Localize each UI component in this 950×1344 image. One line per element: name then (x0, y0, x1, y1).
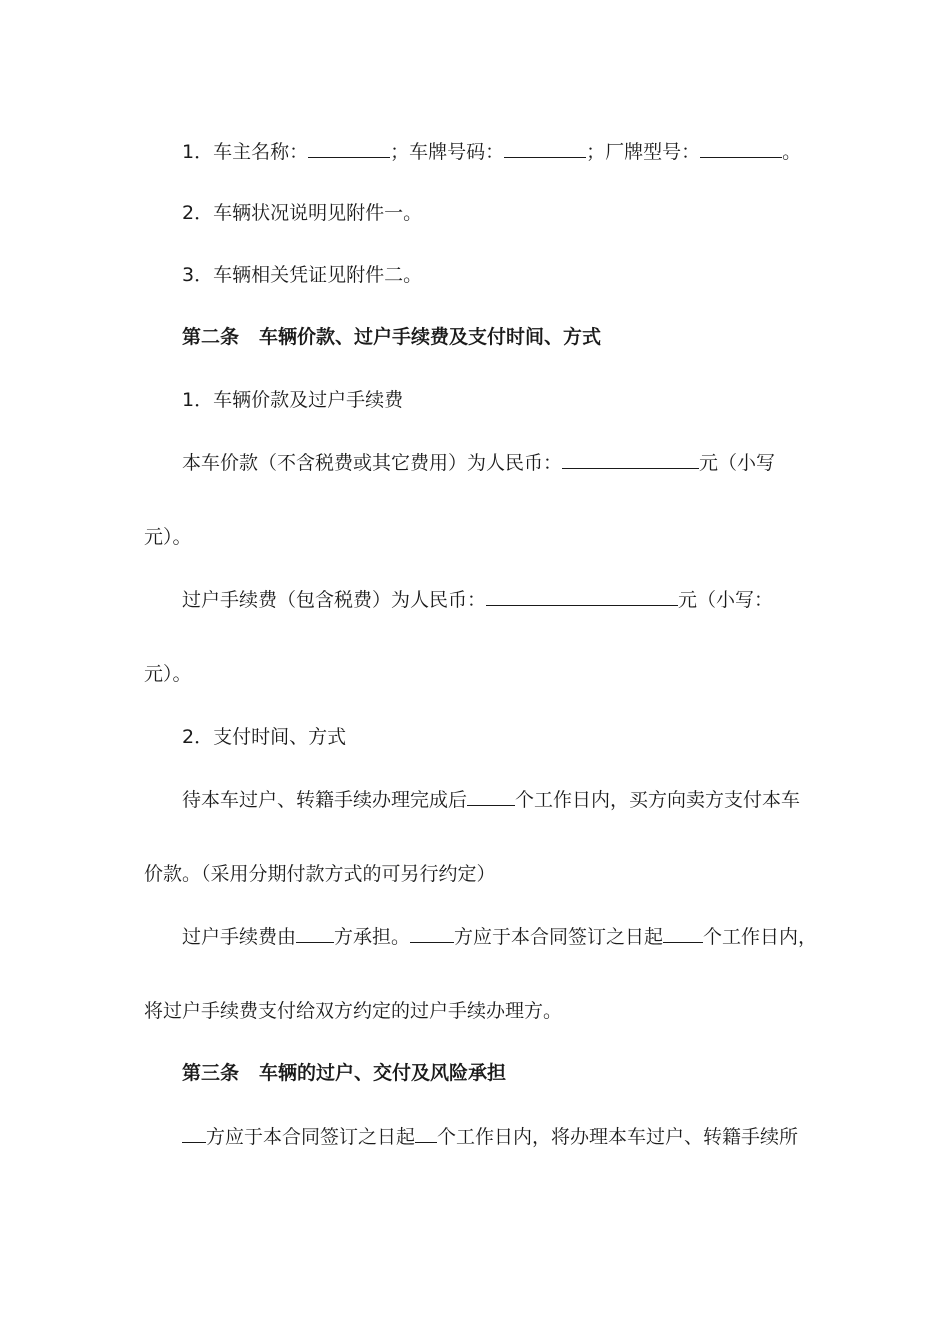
transfer-days-blank (415, 1124, 437, 1143)
payment-terms-continuation: 价款。（采用分期付款方式的可另行约定） (144, 863, 496, 885)
model-label: ；厂牌型号： (586, 141, 701, 163)
vehicle-price-unit: 元（小写 (699, 452, 776, 474)
vehicle-price-continuation: 元）。 (144, 526, 192, 548)
transfer-delivery-line (182, 1124, 798, 1149)
fee-responsibility-continuation: 将过户手续费支付给双方约定的过户手续办理方。 (144, 1000, 563, 1022)
plate-number-label: ；车牌号码： (390, 141, 505, 163)
article-2-number: 第二条 (182, 326, 240, 348)
article-3-heading (182, 1061, 506, 1085)
vehicle-info-line (182, 139, 801, 164)
fee-responsibility-line (182, 924, 817, 949)
vehicle-documents-line: 3．车辆相关凭证见附件二。 (182, 264, 423, 286)
transfer-fee-label: 过户手续费（包含税费）为人民币： (182, 589, 487, 611)
transfer-fee-continuation: 元）。 (144, 663, 192, 685)
fee-responsibility-text-a: 过户手续费由 (182, 926, 297, 948)
vehicle-price-label: 本车价款（不含税费或其它费用）为人民币： (182, 452, 563, 474)
transfer-fee-unit: 元（小写： (678, 589, 774, 611)
fee-days-blank (663, 924, 703, 943)
vehicle-condition-line: 2．车辆状况说明见附件一。 (182, 202, 423, 224)
plate-number-blank (504, 139, 586, 158)
transfer-fee-blank (486, 587, 678, 606)
payment-terms-line (182, 787, 800, 812)
article-3-title: 车辆的过户、交付及风险承担 (259, 1062, 507, 1084)
transfer-delivery-text-b: 个工作日内，将办理本车过户、转籍手续所 (437, 1126, 799, 1148)
payment-terms-text-a: 待本车过户、转籍手续办理完成后 (182, 789, 468, 811)
model-blank (700, 139, 782, 158)
paying-party-blank (410, 924, 454, 943)
fee-responsibility-text-d: 个工作日内， (703, 926, 818, 948)
payment-subheading: 2．支付时间、方式 (182, 726, 347, 748)
fee-responsibility-text-b: 方承担。 (334, 926, 411, 948)
article-2-heading (182, 325, 601, 349)
vehicle-price-line (182, 450, 775, 475)
transfer-delivery-text-a: 方应于本合同签订之日起 (206, 1126, 416, 1148)
transfer-party-blank (182, 1124, 206, 1143)
line-end-mark: 。 (782, 141, 802, 163)
fee-party-blank (296, 924, 334, 943)
owner-name-label: 1．车主名称： (182, 141, 309, 163)
fee-responsibility-text-c: 方应于本合同签订之日起 (454, 926, 664, 948)
transfer-fee-line (182, 587, 773, 612)
price-and-fee-subheading: 1．车辆价款及过户手续费 (182, 389, 404, 411)
owner-name-blank (308, 139, 390, 158)
payment-terms-text-b: 个工作日内，买方向卖方支付本车 (515, 789, 801, 811)
vehicle-price-blank (562, 450, 699, 469)
article-2-title: 车辆价款、过户手续费及支付时间、方式 (259, 326, 602, 348)
payment-days-blank (467, 787, 515, 806)
article-3-number: 第三条 (182, 1062, 240, 1084)
